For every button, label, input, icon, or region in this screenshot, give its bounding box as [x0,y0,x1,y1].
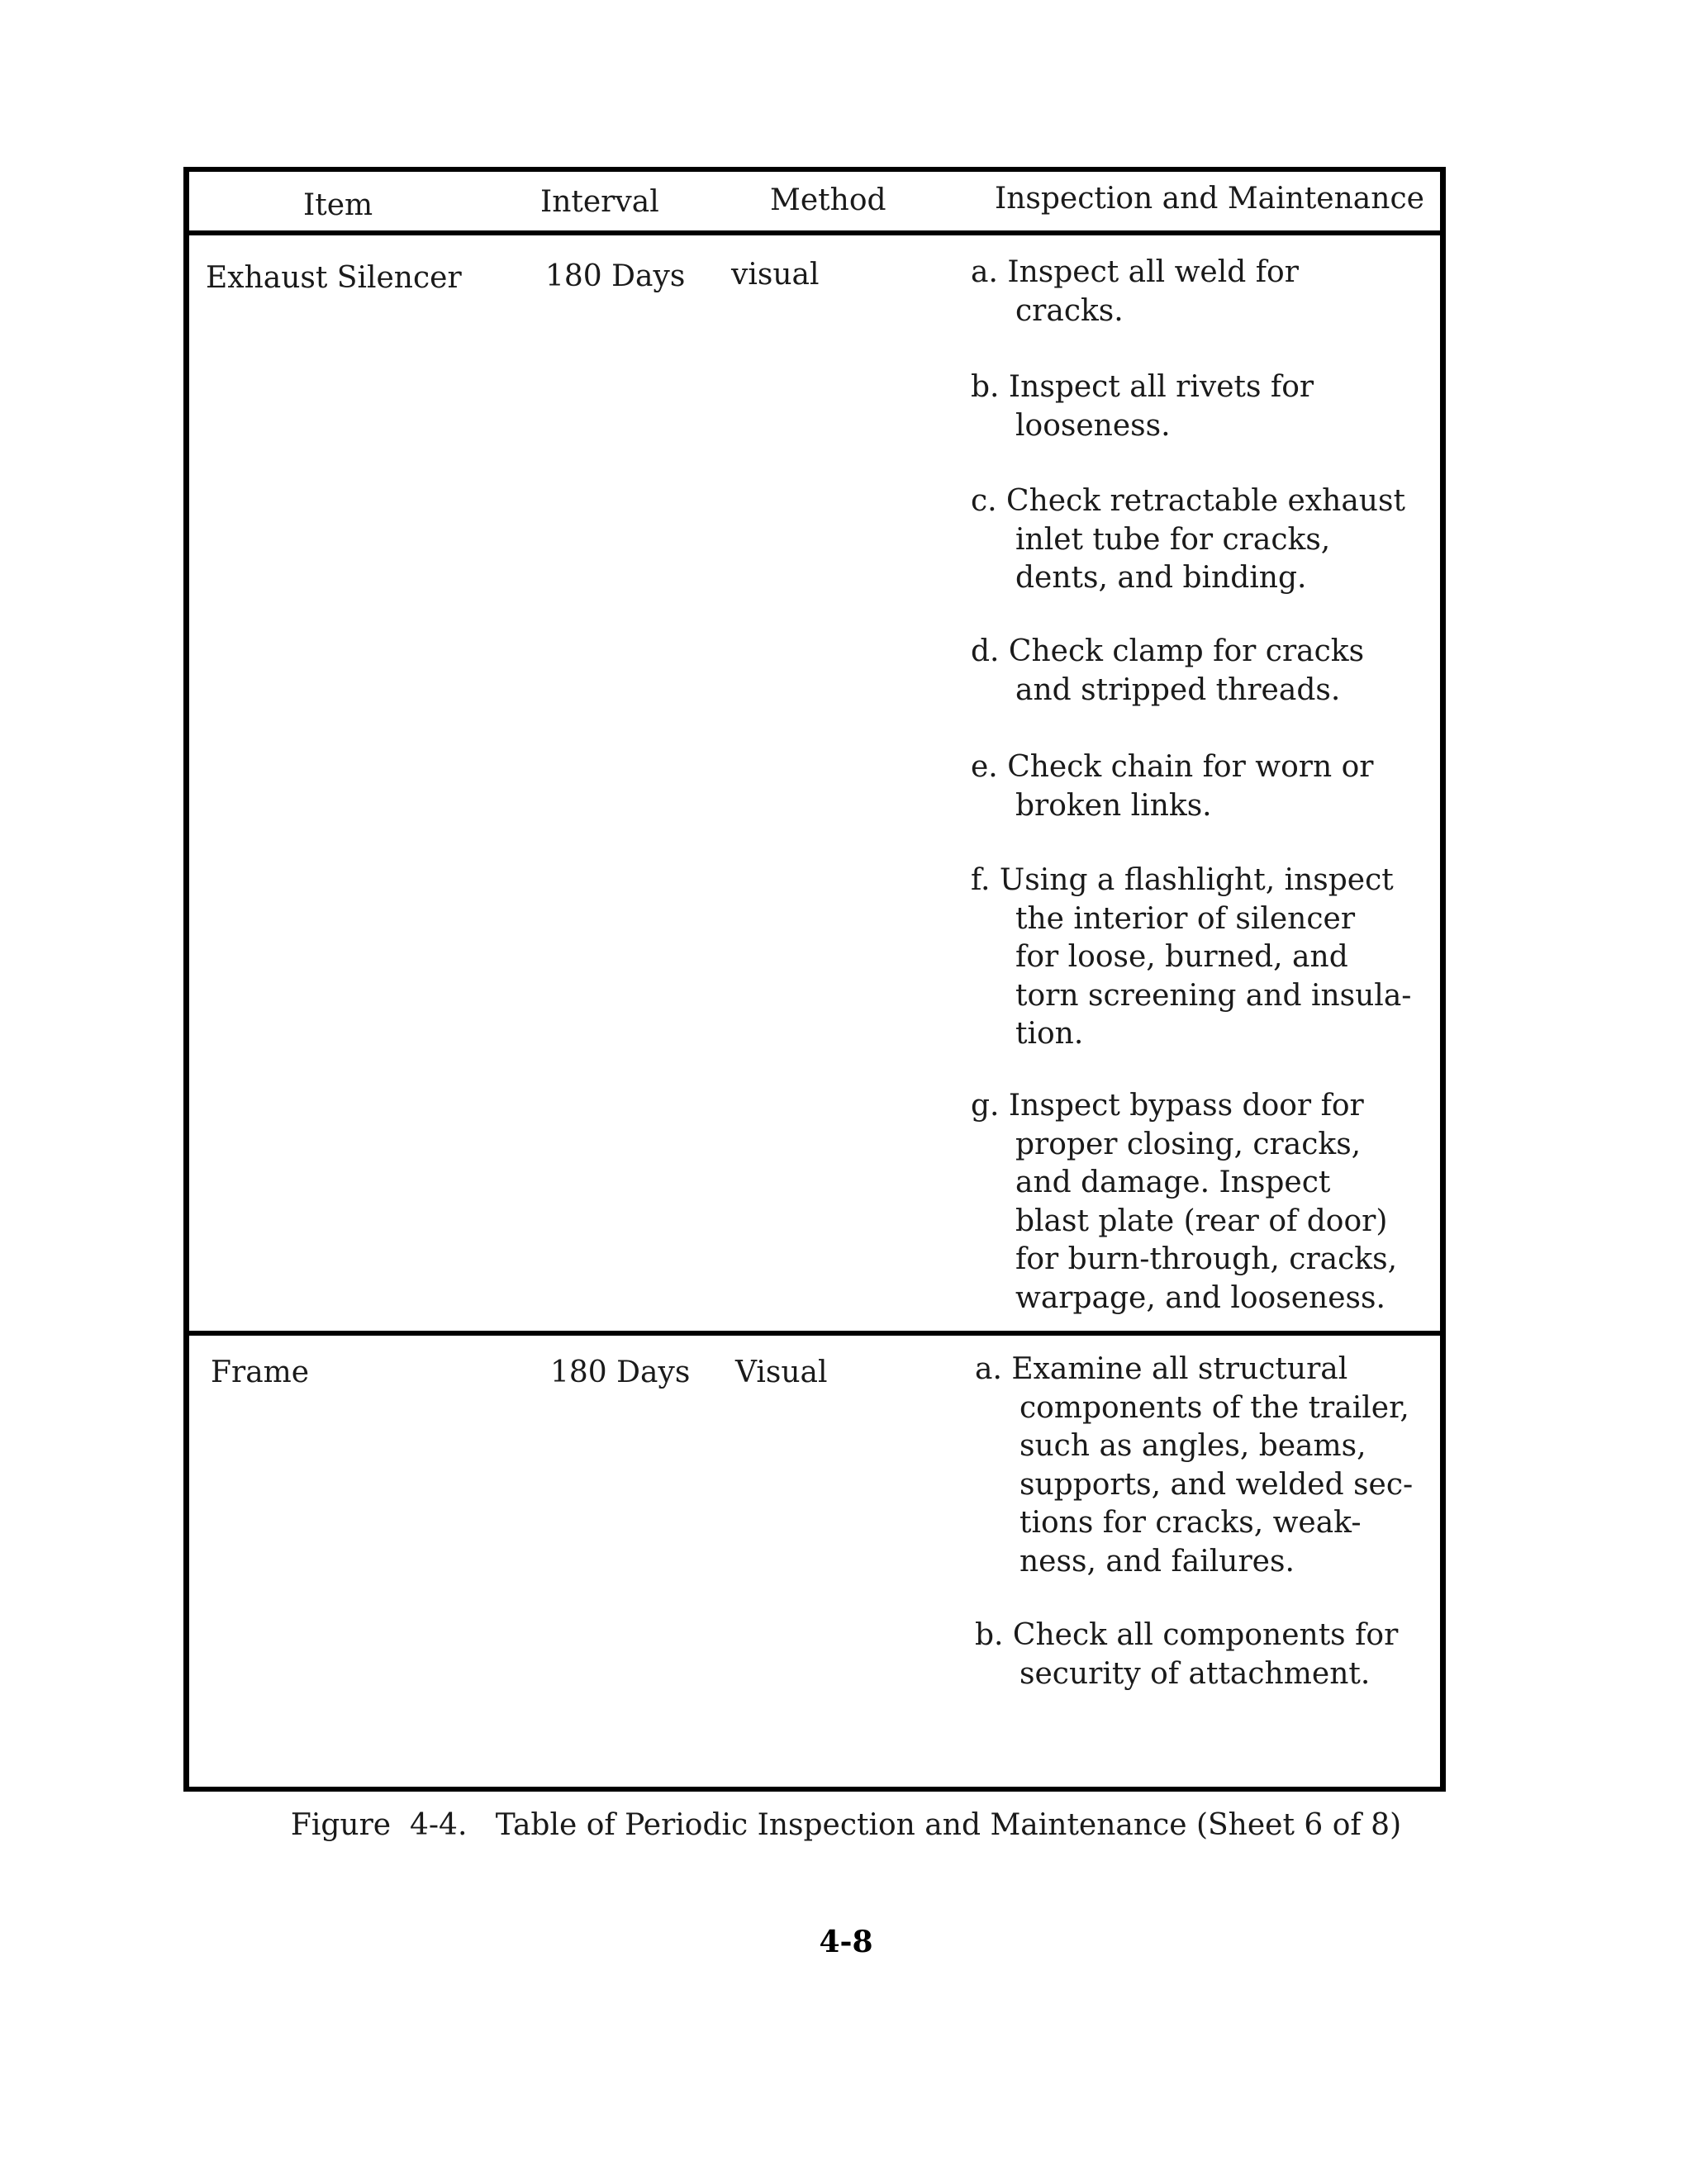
header-interval: Interval [540,185,659,219]
step-e [971,748,1433,825]
step-line: broken links. [1015,788,1212,823]
step-c [971,482,1433,598]
step-line: c. Check retractable exhaust [971,484,1405,518]
row-item-name: Frame [211,1356,310,1389]
step-line: such as angles, beams, [1019,1429,1366,1463]
row-interval: 180 Days [550,1356,691,1389]
row-interval: 180 Days [545,259,686,293]
step-line: for loose, burned, and [1015,940,1348,974]
step-line: supports, and welded sec- [1019,1467,1414,1502]
step-line: for burn-through, cracks, [1015,1242,1398,1276]
step-line: the interior of silencer [1015,901,1356,936]
row-method: Visual [735,1356,828,1389]
step-d [971,633,1433,710]
step-line: security of attachment. [1019,1656,1371,1691]
step-line: inlet tube for cracks, [1015,522,1331,557]
step-line: d. Check clamp for cracks [971,634,1365,668]
step-b [971,368,1433,445]
step-line: tions for cracks, weak- [1019,1506,1362,1540]
step-line: g. Inspect bypass door for [971,1089,1364,1123]
row-method: visual [731,258,820,292]
step-line: tion. [1015,1017,1084,1051]
step-line: dents, and binding. [1015,561,1307,595]
step-line: blast plate (rear of door) [1015,1204,1388,1238]
step-a [971,254,1433,330]
step-line: a. Examine all structural [975,1352,1348,1386]
step-a [975,1351,1438,1581]
step-line: proper closing, cracks, [1015,1127,1362,1161]
step-line: b. Check all components for [975,1618,1399,1652]
header-inspection: Inspection and Maintenance [995,182,1424,216]
step-b [975,1617,1438,1693]
row-divider [183,1331,1446,1336]
step-f [971,862,1433,1054]
step-line: e. Check chain for worn or [971,750,1374,784]
header-method: Method [770,183,886,217]
step-line: and damage. Inspect [1015,1166,1331,1199]
step-line: f. Using a flashlight, inspect [971,863,1394,897]
step-line: a. Inspect all weld for [971,255,1299,289]
step-g [971,1087,1433,1318]
step-line: cracks. [1015,293,1124,328]
figure-caption: Figure 4-4. Table of Periodic Inspection and Maintenance (Sheet 6 of 8) [290,1808,1402,1842]
step-line: components of the trailer, [1019,1390,1409,1425]
header-item: Item [303,188,373,222]
step-line: warpage, and looseness. [1015,1280,1385,1315]
step-line: looseness. [1015,408,1171,443]
step-line: and stripped threads. [1015,672,1341,707]
page-number: 4-8 [819,1925,873,1959]
header-divider [183,230,1446,235]
step-line: b. Inspect all rivets for [971,370,1314,404]
step-line: ness, and failures. [1019,1544,1295,1579]
step-line: torn screening and insula- [1015,978,1412,1013]
row-item-name: Exhaust Silencer [206,261,462,295]
